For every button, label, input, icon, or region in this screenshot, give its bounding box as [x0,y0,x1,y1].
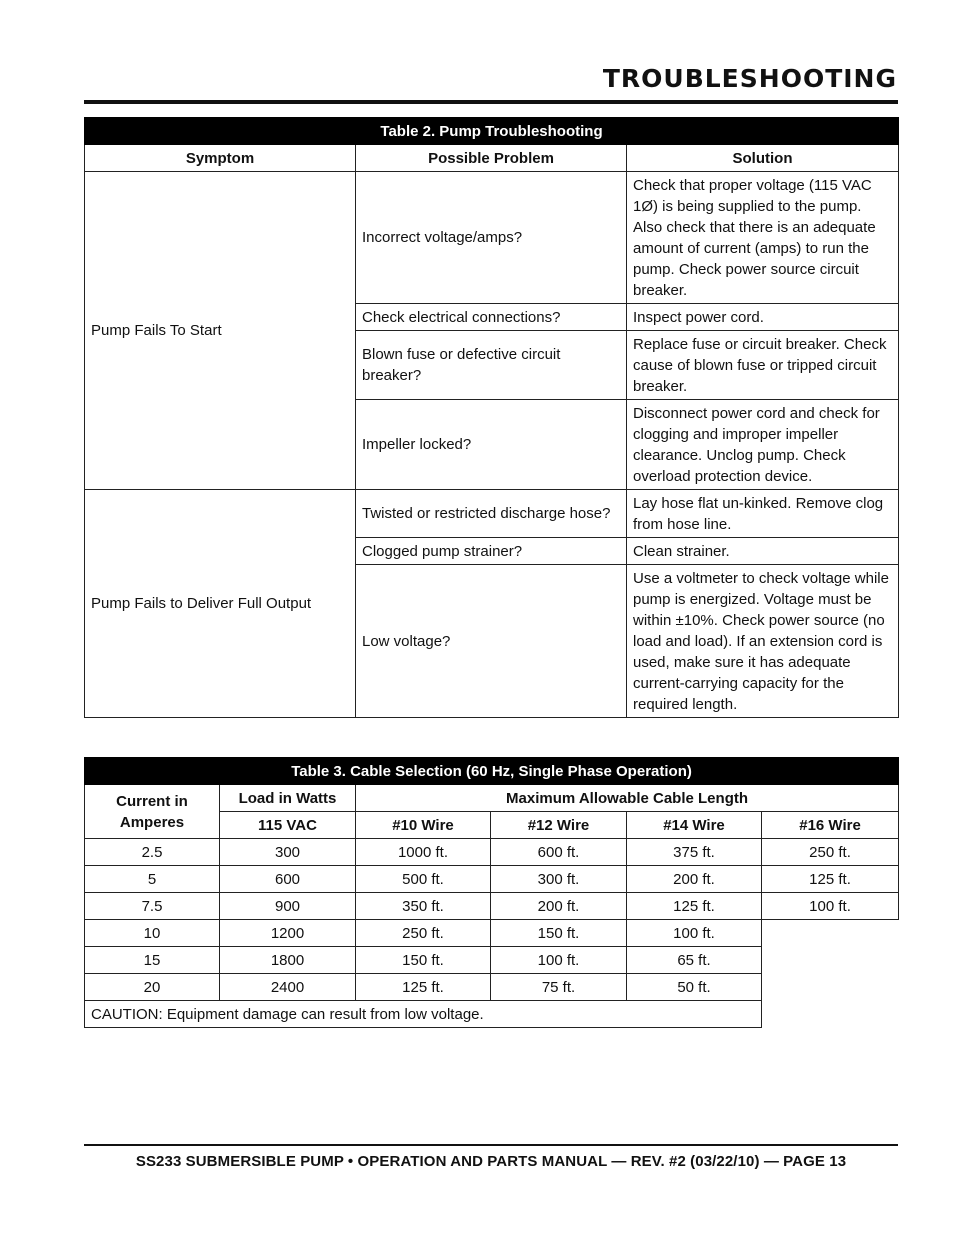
wire-14-cell: 200 ft. [627,866,762,893]
column-header-vac: 115 VAC [220,812,356,839]
problem-cell: Impeller locked? [356,400,627,490]
wire-14-cell: 375 ft. [627,839,762,866]
column-header-problem: Possible Problem [356,145,627,172]
table-caption: Table 3. Cable Selection (60 Hz, Single Phase Operation) [85,758,899,785]
column-header-max-length: Maximum Allowable Cable Length [356,785,899,812]
wire-14-cell: 50 ft. [627,974,762,1001]
current-cell: 15 [85,947,220,974]
problem-cell: Incorrect voltage/amps? [356,172,627,304]
wire-10-cell: 150 ft. [356,947,491,974]
table-row [85,839,899,866]
solution-cell: Clean strainer. [627,538,899,565]
wire-12-cell: 75 ft. [491,974,627,1001]
wire-16-cell: 250 ft. [762,839,899,866]
load-cell: 900 [220,893,356,920]
column-header-wire-16: #16 Wire [762,812,899,839]
column-header-wire-14: #14 Wire [627,812,762,839]
solution-cell: Disconnect power cord and check for clogging and improper impeller clearance. Unclog pump. Check overload protection device. [627,400,899,490]
table-row [85,490,899,538]
column-header-load: Load in Watts [220,785,356,812]
current-cell: 2.5 [85,839,220,866]
page-footer: SS233 SUBMERSIBLE PUMP • OPERATION AND PARTS MANUAL — REV. #2 (03/22/10) — PAGE 13 [135,1153,847,1170]
load-cell: 300 [220,839,356,866]
problem-cell: Check electrical connections? [356,304,627,331]
load-cell: 2400 [220,974,356,1001]
table-row [85,920,899,947]
load-cell: 1200 [220,920,356,947]
table-row [85,893,899,920]
caution-note: CAUTION: Equipment damage can result from low voltage. [85,1001,762,1028]
table-caption: Table 2. Pump Troubleshooting [85,118,899,145]
current-cell: 20 [85,974,220,1001]
cable-selection-table [84,757,899,1028]
wire-12-cell: 600 ft. [491,839,627,866]
header-divider [84,100,898,104]
table-row [85,866,899,893]
column-header-wire-10: #10 Wire [356,812,491,839]
empty-cell [762,920,899,947]
load-cell: 1800 [220,947,356,974]
wire-16-cell: 100 ft. [762,893,899,920]
problem-cell: Blown fuse or defective circuit breaker? [356,331,627,400]
wire-14-cell: 100 ft. [627,920,762,947]
column-header-wire-12: #12 Wire [491,812,627,839]
problem-cell: Clogged pump strainer? [356,538,627,565]
footer-divider [84,1144,898,1146]
solution-cell: Check that proper voltage (115 VAC 1Ø) is being supplied to the pump. Also check that there is an adequate amount of current (amps) to run the pump. Check power source circuit breaker. [627,172,899,304]
wire-14-cell: 65 ft. [627,947,762,974]
problem-cell: Twisted or restricted discharge hose? [356,490,627,538]
column-header-current: Current in Amperes [85,785,220,839]
solution-cell: Inspect power cord. [627,304,899,331]
problem-cell: Low voltage? [356,565,627,718]
empty-cell [762,974,899,1001]
current-cell: 10 [85,920,220,947]
symptom-cell: Pump Fails to Deliver Full Output [85,490,356,718]
wire-12-cell: 200 ft. [491,893,627,920]
wire-10-cell: 1000 ft. [356,839,491,866]
load-cell: 600 [220,866,356,893]
empty-cell [762,947,899,974]
current-cell: 7.5 [85,893,220,920]
table-row [85,172,899,304]
solution-cell: Lay hose flat un-kinked. Remove clog from hose line. [627,490,899,538]
solution-cell: Replace fuse or circuit breaker. Check cause of blown fuse or tripped circuit breaker. [627,331,899,400]
table-row [85,947,899,974]
symptom-cell: Pump Fails To Start [85,172,356,490]
empty-cell [762,1001,899,1028]
pump-troubleshooting-table [84,117,899,718]
wire-10-cell: 125 ft. [356,974,491,1001]
wire-12-cell: 100 ft. [491,947,627,974]
wire-16-cell: 125 ft. [762,866,899,893]
wire-10-cell: 500 ft. [356,866,491,893]
column-header-symptom: Symptom [85,145,356,172]
current-cell: 5 [85,866,220,893]
wire-10-cell: 350 ft. [356,893,491,920]
page-title: TROUBLESHOOTING [602,64,897,93]
wire-14-cell: 125 ft. [627,893,762,920]
wire-12-cell: 300 ft. [491,866,627,893]
table-row [85,974,899,1001]
column-header-solution: Solution [627,145,899,172]
wire-10-cell: 250 ft. [356,920,491,947]
wire-12-cell: 150 ft. [491,920,627,947]
solution-cell: Use a voltmeter to check voltage while pump is energized. Voltage must be within ±10%. Check power source (no load and load). If an extension cord is used, make sure it has adequate current-carrying capacity for the required length. [627,565,899,718]
